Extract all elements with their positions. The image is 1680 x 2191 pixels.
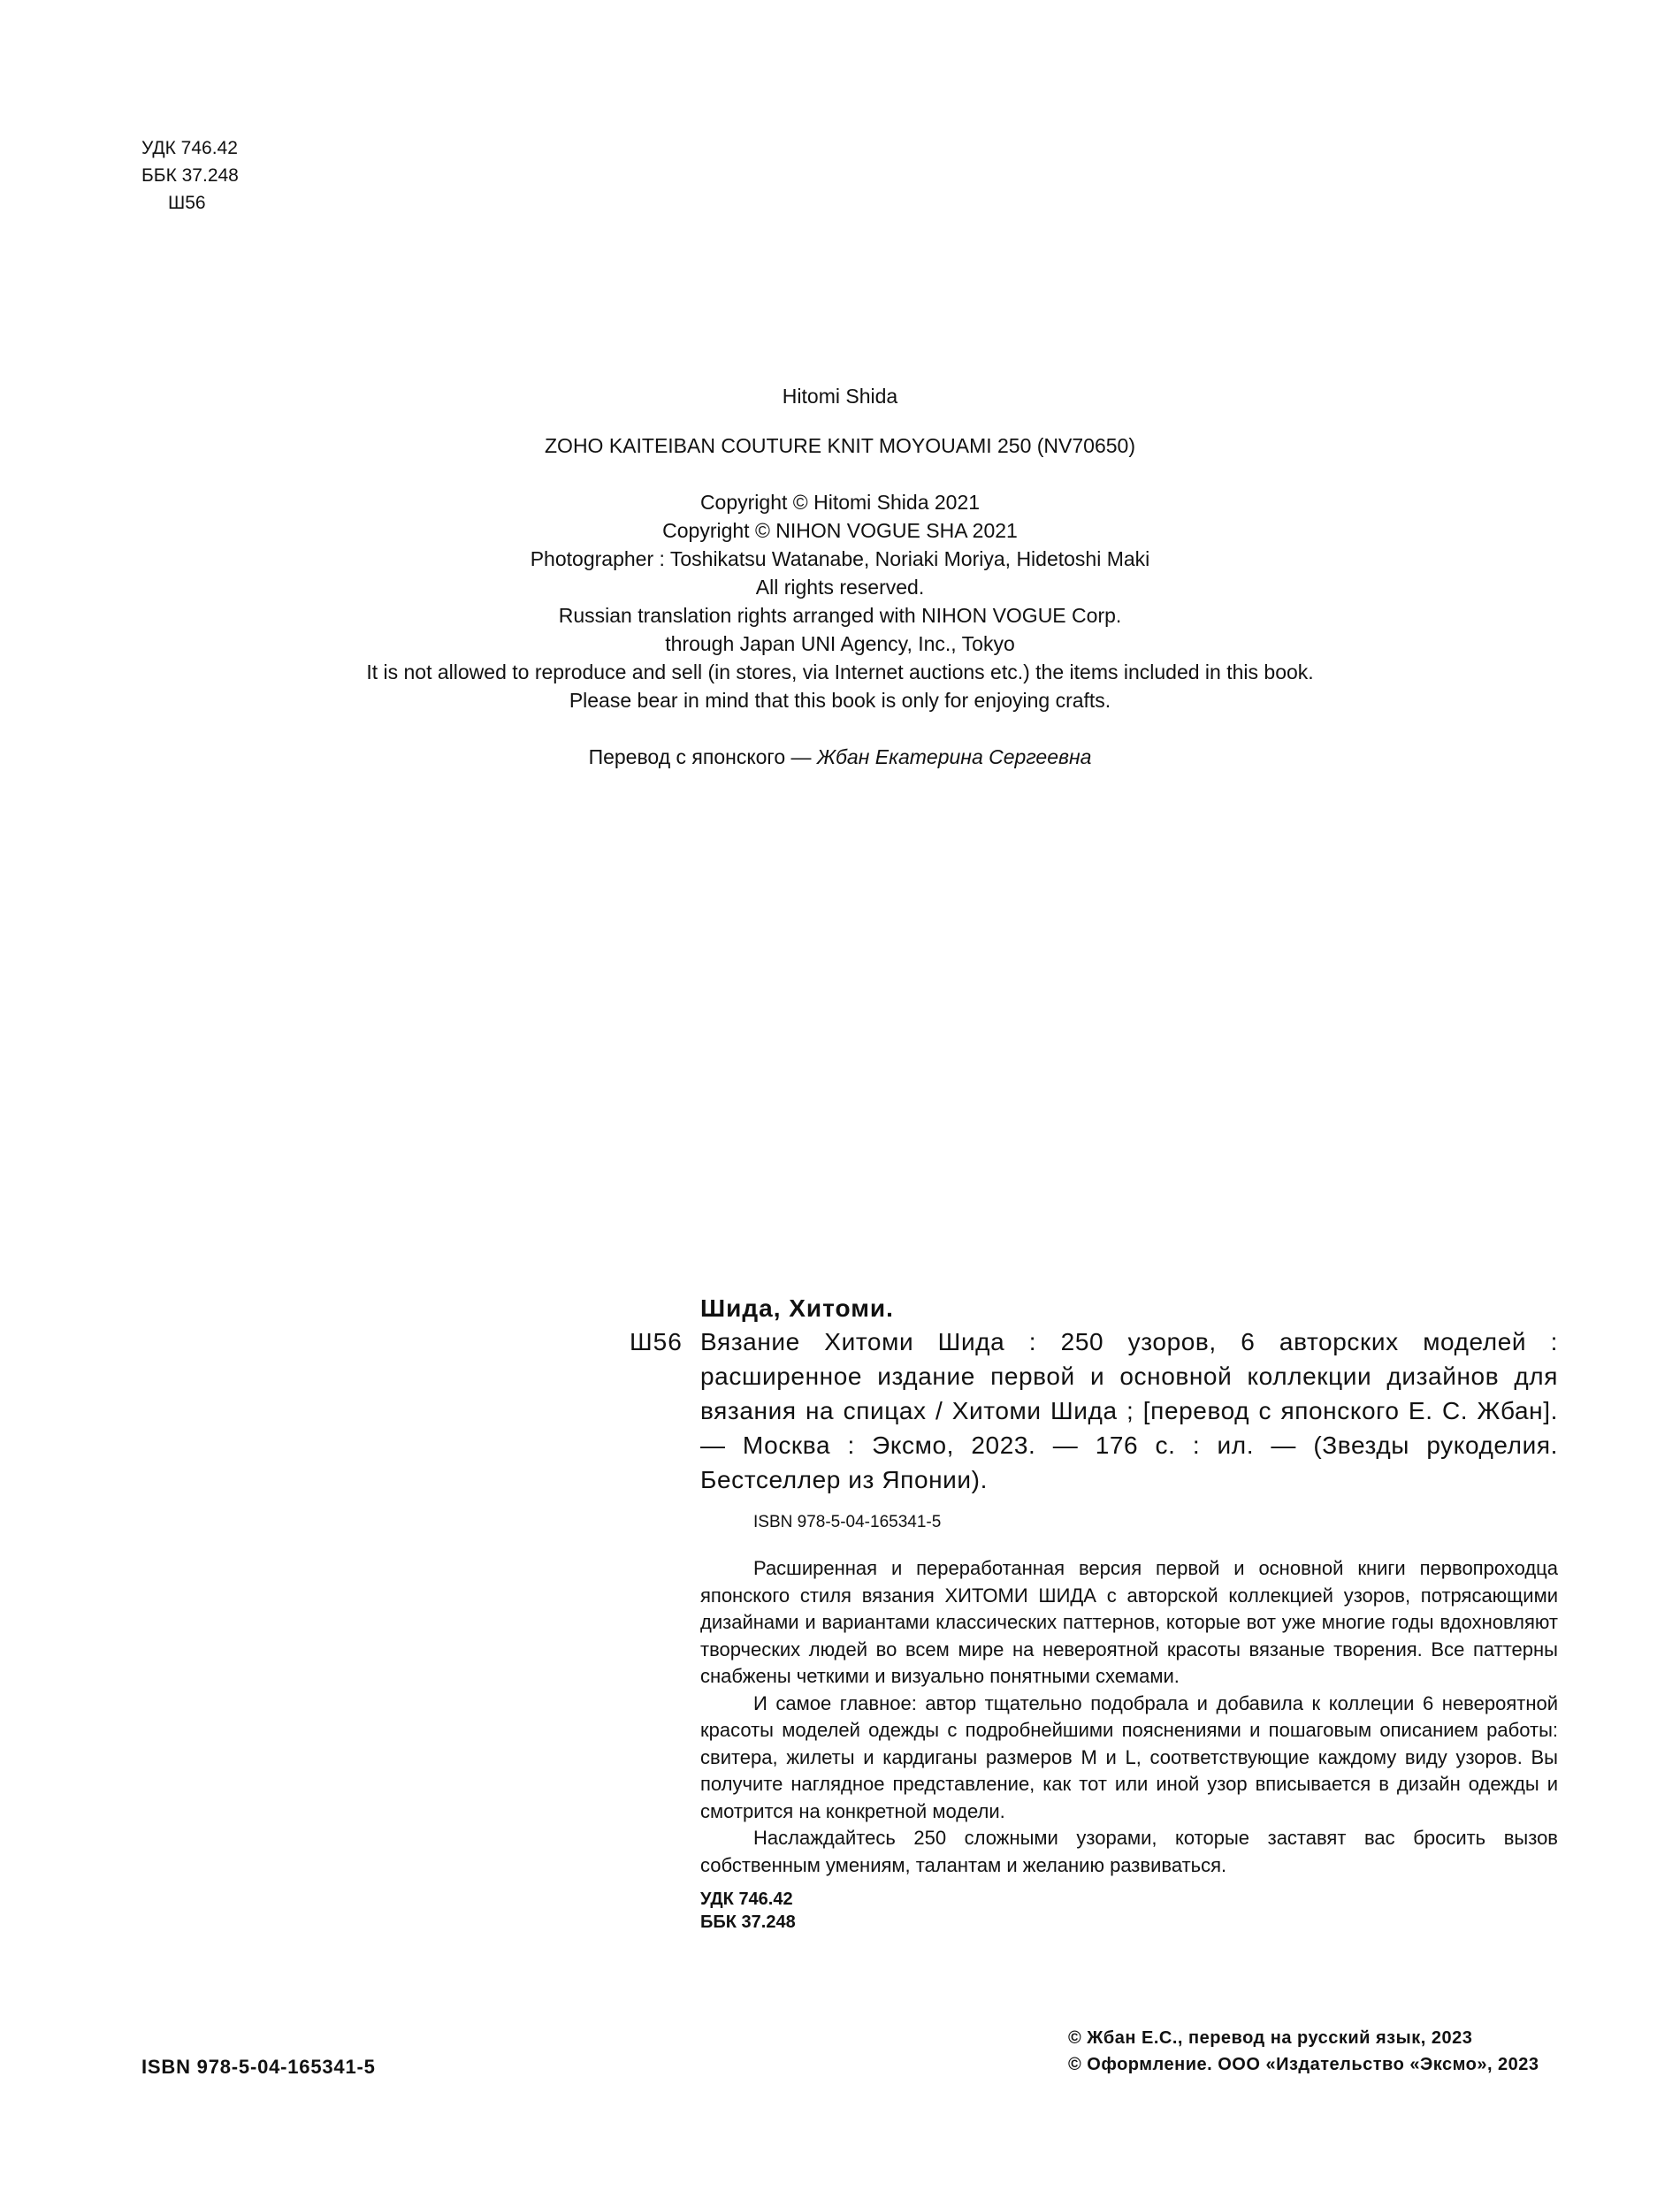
- card-classification: [700, 1888, 1558, 1934]
- card-annotation: [700, 1555, 1558, 1879]
- translator-name: Жбан Екатерина Сергеевна: [816, 745, 1092, 768]
- classification-codes-top: [141, 134, 239, 217]
- copyright-design: © Оформление. ООО «Издательство «Эксмо», 2023: [1068, 2055, 1539, 2074]
- copyright-translation: © Жбан Е.С., перевод на русский язык, 2023: [1068, 2028, 1473, 2048]
- udk-code: УДК 746.42: [141, 138, 238, 158]
- annotation-paragraph: И самое главное: автор тщательно подобрала и добавила к коллеции 6 невероятной красоты моделей одежды с подробнейшими пояснениями и пошаговым описанием работы: свитера, жилеты и кардиганы размеров M и L, соответствующие каждому виду узоров. Вы получите наглядное представление, как тот или иной узор вписывается в дизайн одежды и смотрится на конкретной модели.: [700, 1691, 1558, 1822]
- annotation-paragraph: Наслаждайтесь 250 сложными узорами, которые заставят вас бросить вызов собственным умениям, талантам и желанию развиваться.: [700, 1827, 1558, 1876]
- card-isbn: ISBN 978-5-04-165341-5: [753, 1513, 942, 1531]
- author-english: Hitomi Shida: [782, 385, 898, 408]
- crafts-notice: Please bear in mind that this book is only for enjoying crafts.: [569, 689, 1111, 712]
- photographer-credit: Photographer : Toshikatsu Watanabe, Noriaki Moriya, Hidetoshi Maki: [530, 547, 1150, 570]
- card-udk: УДК 746.42: [700, 1889, 793, 1909]
- translation-rights: Russian translation rights arranged with NIHON VOGUE Corp.: [558, 604, 1122, 627]
- card-description: Вязание Хитоми Шида : 250 узоров, 6 авторских моделей : расширенное издание первой и основной коллекции дизайнов для вязания на спицах / Хитоми Шида ; [перевод с японского Е. С. Жбан]. — Москва : Эксмо, 2023. — 176 с. : ил. — (Звезды рукоделия. Бестселлер из Японии).: [700, 1328, 1558, 1493]
- all-rights-reserved: All rights reserved.: [755, 576, 925, 599]
- cutter-code: Ш56: [168, 193, 206, 213]
- copyright-author: Copyright © Hitomi Shida 2021: [699, 491, 981, 514]
- annotation-paragraph: Расширенная и переработанная версия первой и основной книги первопроходца японского стиля вязания ХИТОМИ ШИДА с авторской коллекцией узоров, потрясающими дизайнами и вариантами классических паттернов, которые вот уже многие годы вдохновляют творческих людей во всем мире на невероятной красоты вязаные творения. Все паттерны снабжены четкими и визуально понятными схемами.: [700, 1557, 1558, 1687]
- rights-block: [0, 382, 1680, 771]
- original-title: ZOHO KAITEIBAN COUTURE KNIT MOYOUAMI 250 (NV70650): [545, 434, 1135, 457]
- catalog-card: [630, 1293, 1558, 1934]
- copyright-publisher: Copyright © NIHON VOGUE SHA 2021: [662, 519, 1018, 542]
- agency-credit: through Japan UNI Agency, Inc., Tokyo: [665, 632, 1015, 655]
- card-author: Шида, Хитоми.: [700, 1294, 894, 1322]
- translator-credit: [0, 743, 1680, 771]
- card-cutter-code: Ш56: [630, 1328, 683, 1355]
- footer-isbn: ISBN 978-5-04-165341-5: [141, 2056, 376, 2078]
- translator-label: Перевод с японского —: [588, 745, 817, 768]
- footer-copyrights: [1068, 2025, 1539, 2078]
- bbk-code: ББК 37.248: [141, 165, 239, 186]
- reproduction-notice: It is not allowed to reproduce and sell (in stores, via Internet auctions etc.) the items included in this book.: [366, 660, 1314, 683]
- card-bbk: ББК 37.248: [700, 1912, 796, 1932]
